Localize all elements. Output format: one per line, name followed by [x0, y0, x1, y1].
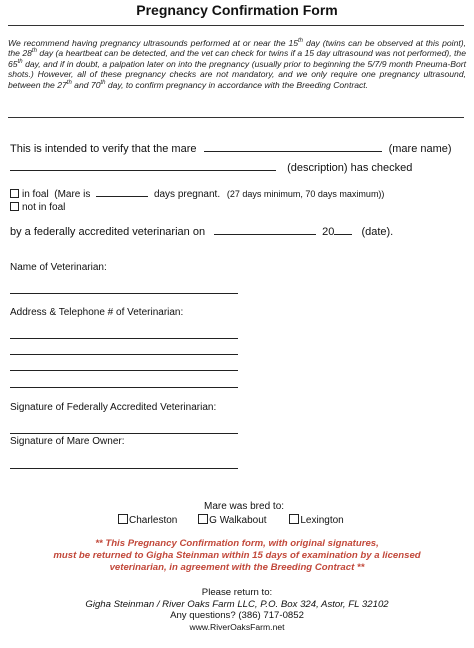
in-foal-label: in foal — [22, 189, 49, 200]
owner-signature-label: Signature of Mare Owner: — [10, 436, 125, 447]
mare-name-label: (mare name) — [388, 143, 452, 155]
owner-signature-field[interactable] — [10, 468, 238, 469]
not-in-foal-line — [10, 202, 65, 213]
not-in-foal-checkbox[interactable] — [10, 202, 19, 211]
notice-line-1: ** This Pregnancy Confirmation form, with original signatures, — [95, 538, 379, 549]
description-field[interactable] — [10, 160, 276, 171]
charleston-checkbox[interactable] — [118, 514, 128, 524]
notice-line-2: must be returned to Gigha Steinman within 15 days of examination by a licensed — [53, 550, 421, 561]
mare-name-field[interactable] — [204, 141, 382, 152]
form-title: Pregnancy Confirmation Form — [136, 2, 338, 18]
verify-intro-text: This is intended to verify that the mare — [10, 143, 197, 155]
return-address — [0, 587, 474, 633]
option-g-walkabout[interactable] — [198, 515, 266, 526]
in-foal-line — [10, 186, 384, 200]
website-link[interactable]: www.RiverOaksFarm.net — [189, 621, 285, 632]
description-line — [10, 160, 412, 174]
mare-is-text: (Mare is — [54, 189, 91, 200]
days-pregnant-field[interactable] — [96, 186, 148, 197]
date-label: (date). — [361, 226, 394, 238]
description-label: (description) has checked — [287, 162, 413, 174]
option-lexington[interactable] — [289, 515, 343, 526]
title-divider — [8, 25, 464, 26]
g-walkabout-label: G Walkabout — [209, 515, 267, 526]
vet-address-field-4[interactable] — [10, 387, 238, 388]
return-notice — [0, 538, 474, 574]
in-foal-checkbox[interactable] — [10, 189, 19, 198]
days-pregnant-text: days pregnant. — [153, 189, 221, 200]
vet-signature-label: Signature of Federally Accredited Veterinarian: — [10, 402, 217, 413]
lexington-label: Lexington — [300, 515, 344, 526]
vet-address-field-1[interactable] — [10, 338, 238, 339]
stallion-options — [118, 514, 344, 526]
not-in-foal-label: not in foal — [22, 202, 66, 213]
return-line-3: Any questions? (386) 717-0852 — [170, 610, 304, 621]
notice-line-3: veterinarian, in agreement with the Breeding Contract ** — [109, 562, 365, 573]
days-note: (27 days minimum, 70 days maximum)) — [226, 189, 385, 199]
bred-heading: Mare was bred to: — [204, 501, 285, 512]
option-charleston[interactable] — [118, 515, 177, 526]
vet-address-label: Address & Telephone # of Veterinarian: — [10, 307, 184, 318]
vet-date-line — [10, 224, 393, 238]
vet-signature-field[interactable] — [10, 433, 238, 434]
intro-paragraph: We recommend having pregnancy ultrasounds performed at or near the 15th day (twins can be observed at this point), the 28th day (a heartbeat can be detected, and the vet can check for twins if a 15 day ultrasound was not performed), the 65th day, and if in doubt, a palpation later on into the pregnancy (usually prior to beginning the 5/7/9 month Pneuma-Bort shots.) However, all of these pregnancy checks are not mandatory, and we only require one pregnancy ultrasound, between the 27th and 70th day, to confirm pregnancy in accordance with the Breeding Contract. — [8, 38, 466, 90]
year-prefix: 20 — [322, 226, 335, 238]
vet-address-field-3[interactable] — [10, 370, 238, 371]
vet-name-field[interactable] — [10, 293, 238, 294]
vet-name-label: Name of Veterinarian: — [10, 262, 107, 273]
lexington-checkbox[interactable] — [289, 514, 299, 524]
verify-line — [10, 141, 452, 155]
charleston-label: Charleston — [129, 515, 178, 526]
return-line-2: Gigha Steinman / River Oaks Farm LLC, P.O. Box 324, Astor, FL 32102 — [85, 598, 389, 610]
exam-year-field[interactable] — [334, 224, 352, 235]
intro-divider — [8, 117, 464, 118]
g-walkabout-checkbox[interactable] — [198, 514, 208, 524]
vet-date-text: by a federally accredited veterinarian on — [10, 226, 206, 238]
return-line-1: Please return to: — [201, 587, 273, 598]
exam-date-field[interactable] — [214, 224, 316, 235]
vet-address-field-2[interactable] — [10, 354, 238, 355]
